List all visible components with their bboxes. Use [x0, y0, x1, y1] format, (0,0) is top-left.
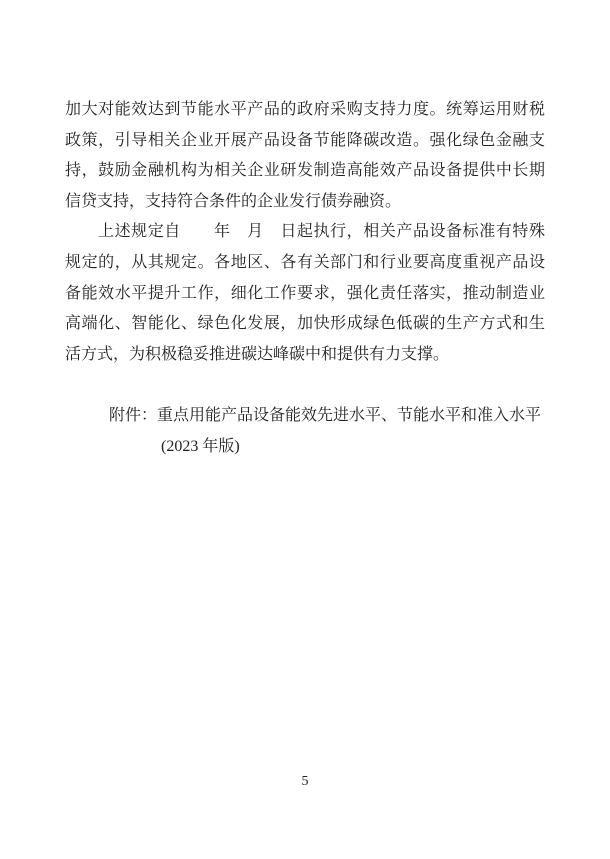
text-line: 高端化、智能化、绿色化发展，加快形成绿色低碳的生产方式和生	[65, 315, 545, 333]
text-line: 活方式，为积极稳妥推进碳达峰碳中和提供有力支撑。	[65, 345, 450, 363]
attachment-title-line: 附件：重点用能产品设备能效先进水平、节能水平和准入水平	[109, 406, 542, 424]
text-line: 政策，引导相关企业开展产品设备节能降碳改造。强化绿色金融支	[65, 131, 545, 149]
text-line: 规定的，从其规定。各地区、各有关部门和行业要高度重视产品设	[65, 253, 545, 271]
page-number: 5	[301, 774, 309, 789]
text-line: 持，鼓励金融机构为相关企业研发制造高能效产品设备提供中长期	[65, 162, 545, 180]
text-line: 备能效水平提升工作，细化工作要求，强化责任落实，推动制造业	[65, 284, 545, 302]
attachment-note	[65, 401, 545, 462]
text-line: 加大对能效达到节能水平产品的政府采购支持力度。统筹运用财税	[65, 101, 545, 118]
text-line: 信贷支持，支持符合条件的企业发行债券融资。	[65, 192, 402, 210]
attachment-edition-line: (2023 年版)	[161, 437, 240, 455]
blank-line	[65, 370, 545, 401]
document-body	[65, 95, 545, 462]
paragraph-2	[65, 217, 545, 370]
text-line: 上述规定自 年 月 日起执行，相关产品设备标准有特殊	[98, 223, 545, 241]
paragraph-1	[65, 95, 545, 217]
